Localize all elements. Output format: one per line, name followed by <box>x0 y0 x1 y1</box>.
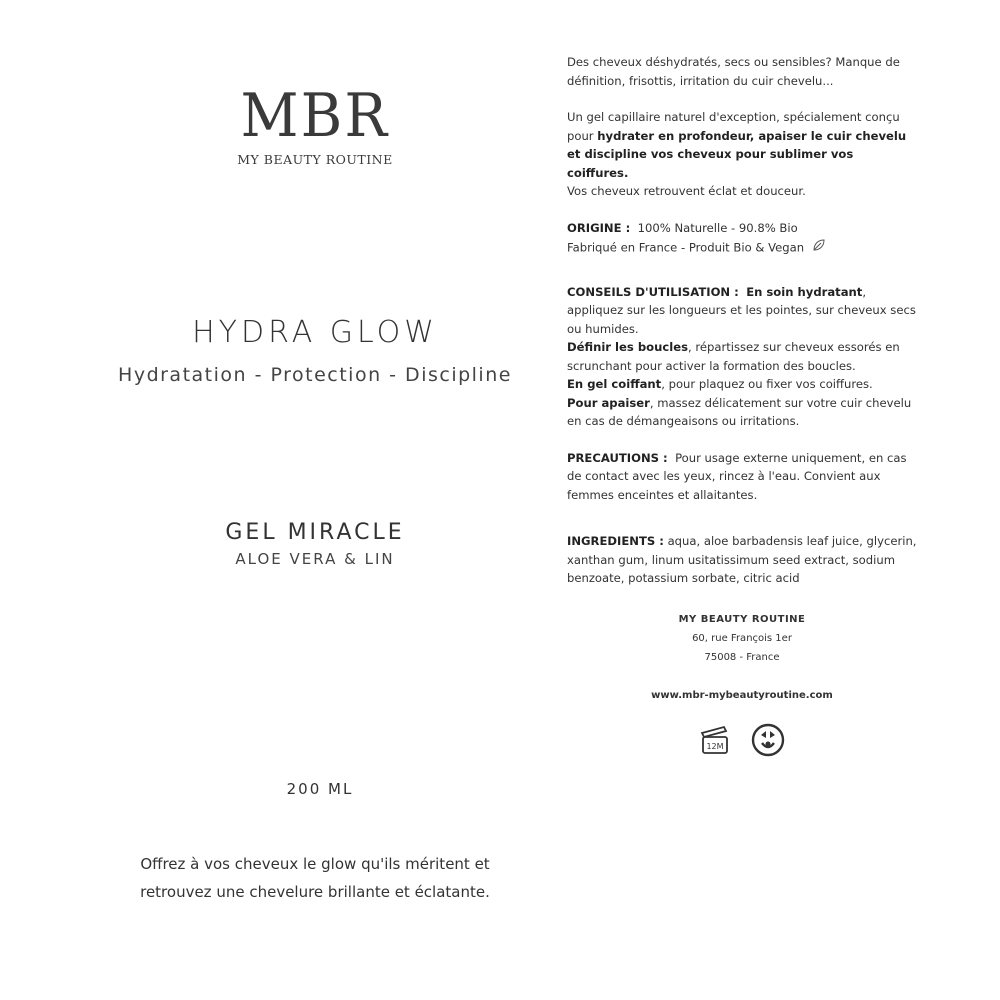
description-highlight: hydrater en profondeur, apaiser le cuir chevelu et discipline vos cheveux pour sublimer vos coiffures. <box>567 128 907 180</box>
product-tagline: Hydratation - Protection - Discipline <box>118 364 512 386</box>
product-name: HYDRA GLOW <box>192 315 438 350</box>
description-main <box>567 108 917 201</box>
conseils-label: CONSEILS D'UTILISATION : <box>567 284 739 299</box>
description-paragraph: Un gel capillaire naturel d'exception, spécialement conçu pour hydrater en profondeur, apaiser le cuir chevelu et discipline vos cheveux pour sublimer vos coiffures. <box>567 110 907 180</box>
company-name: MY BEAUTY ROUTINE <box>678 613 806 625</box>
product-type: GEL MIRACLE <box>225 520 405 545</box>
ingredients-section <box>567 532 917 588</box>
precautions-section <box>567 449 917 505</box>
company-city: 75008 - France <box>704 651 780 663</box>
origine-label: ORIGINE : <box>567 220 631 235</box>
slogan-line-2: retrouvez une chevelure brillante et éclatante. <box>140 883 490 901</box>
svg-text:12M: 12M <box>706 742 724 751</box>
product-slogan <box>100 850 530 906</box>
brand-logo <box>215 82 415 167</box>
conseils-section: CONSEILS D'UTILISATION : En soin hydratant, appliquez sur les longueurs et les pointes, sur cheveux secs ou humides. Définir les boucles, répartissez sur cheveux essorés en scrunchant pour activer la formation des boucles. En gel coiffant, pour plaquez ou fixer vos coiffures. Pour apaiser, massez délicatement sur votre cuir chevelu en cas de démangeaisons ou irritations. <box>567 284 916 428</box>
origine-line-2: Fabriqué en France - Produit Bio & Vegan <box>567 240 805 255</box>
description-intro <box>567 53 917 90</box>
brand-name: MY BEAUTY ROUTINE <box>237 152 393 167</box>
product-volume: 200 ML <box>286 780 354 798</box>
label-info-panel <box>567 53 917 765</box>
triman-recycle-icon <box>749 721 787 765</box>
intro-text: Des cheveux déshydratés, secs ou sensibles? Manque de définition, frisottis, irritation du cuir chevelu... <box>567 55 900 88</box>
origine-section <box>567 219 917 259</box>
description-end: Vos cheveux retrouvent éclat et douceur. <box>567 184 806 198</box>
pao-jar-icon <box>697 722 733 764</box>
precautions-text: Pour usage externe uniquement, en cas de contact avec les yeux, rincez à l'eau. Convient aux femmes enceintes et allaitantes. <box>567 450 907 502</box>
slogan-line-1: Offrez à vos cheveux le glow qu'ils méritent et <box>140 855 490 873</box>
leaf-icon <box>811 237 827 259</box>
label-symbols <box>567 721 917 765</box>
company-address <box>567 610 917 667</box>
product-subtype: ALOE VERA & LIN <box>235 550 395 568</box>
company-street: 60, rue François 1er <box>692 632 792 644</box>
logo-mark: MBR <box>240 81 390 151</box>
precautions-label: PRECAUTIONS : <box>567 450 668 465</box>
company-website: www.mbr-mybeautyroutine.com <box>651 689 833 701</box>
ingredients-label: INGREDIENTS : <box>567 534 664 548</box>
origine-line-1: 100% Naturelle - 90.8% Bio <box>637 220 798 235</box>
ingredients-text: aqua, aloe barbadensis leaf juice, glycerin, xanthan gum, linum usitatissimum seed extract, sodium benzoate, potassium sorbate, citric acid <box>567 534 917 585</box>
